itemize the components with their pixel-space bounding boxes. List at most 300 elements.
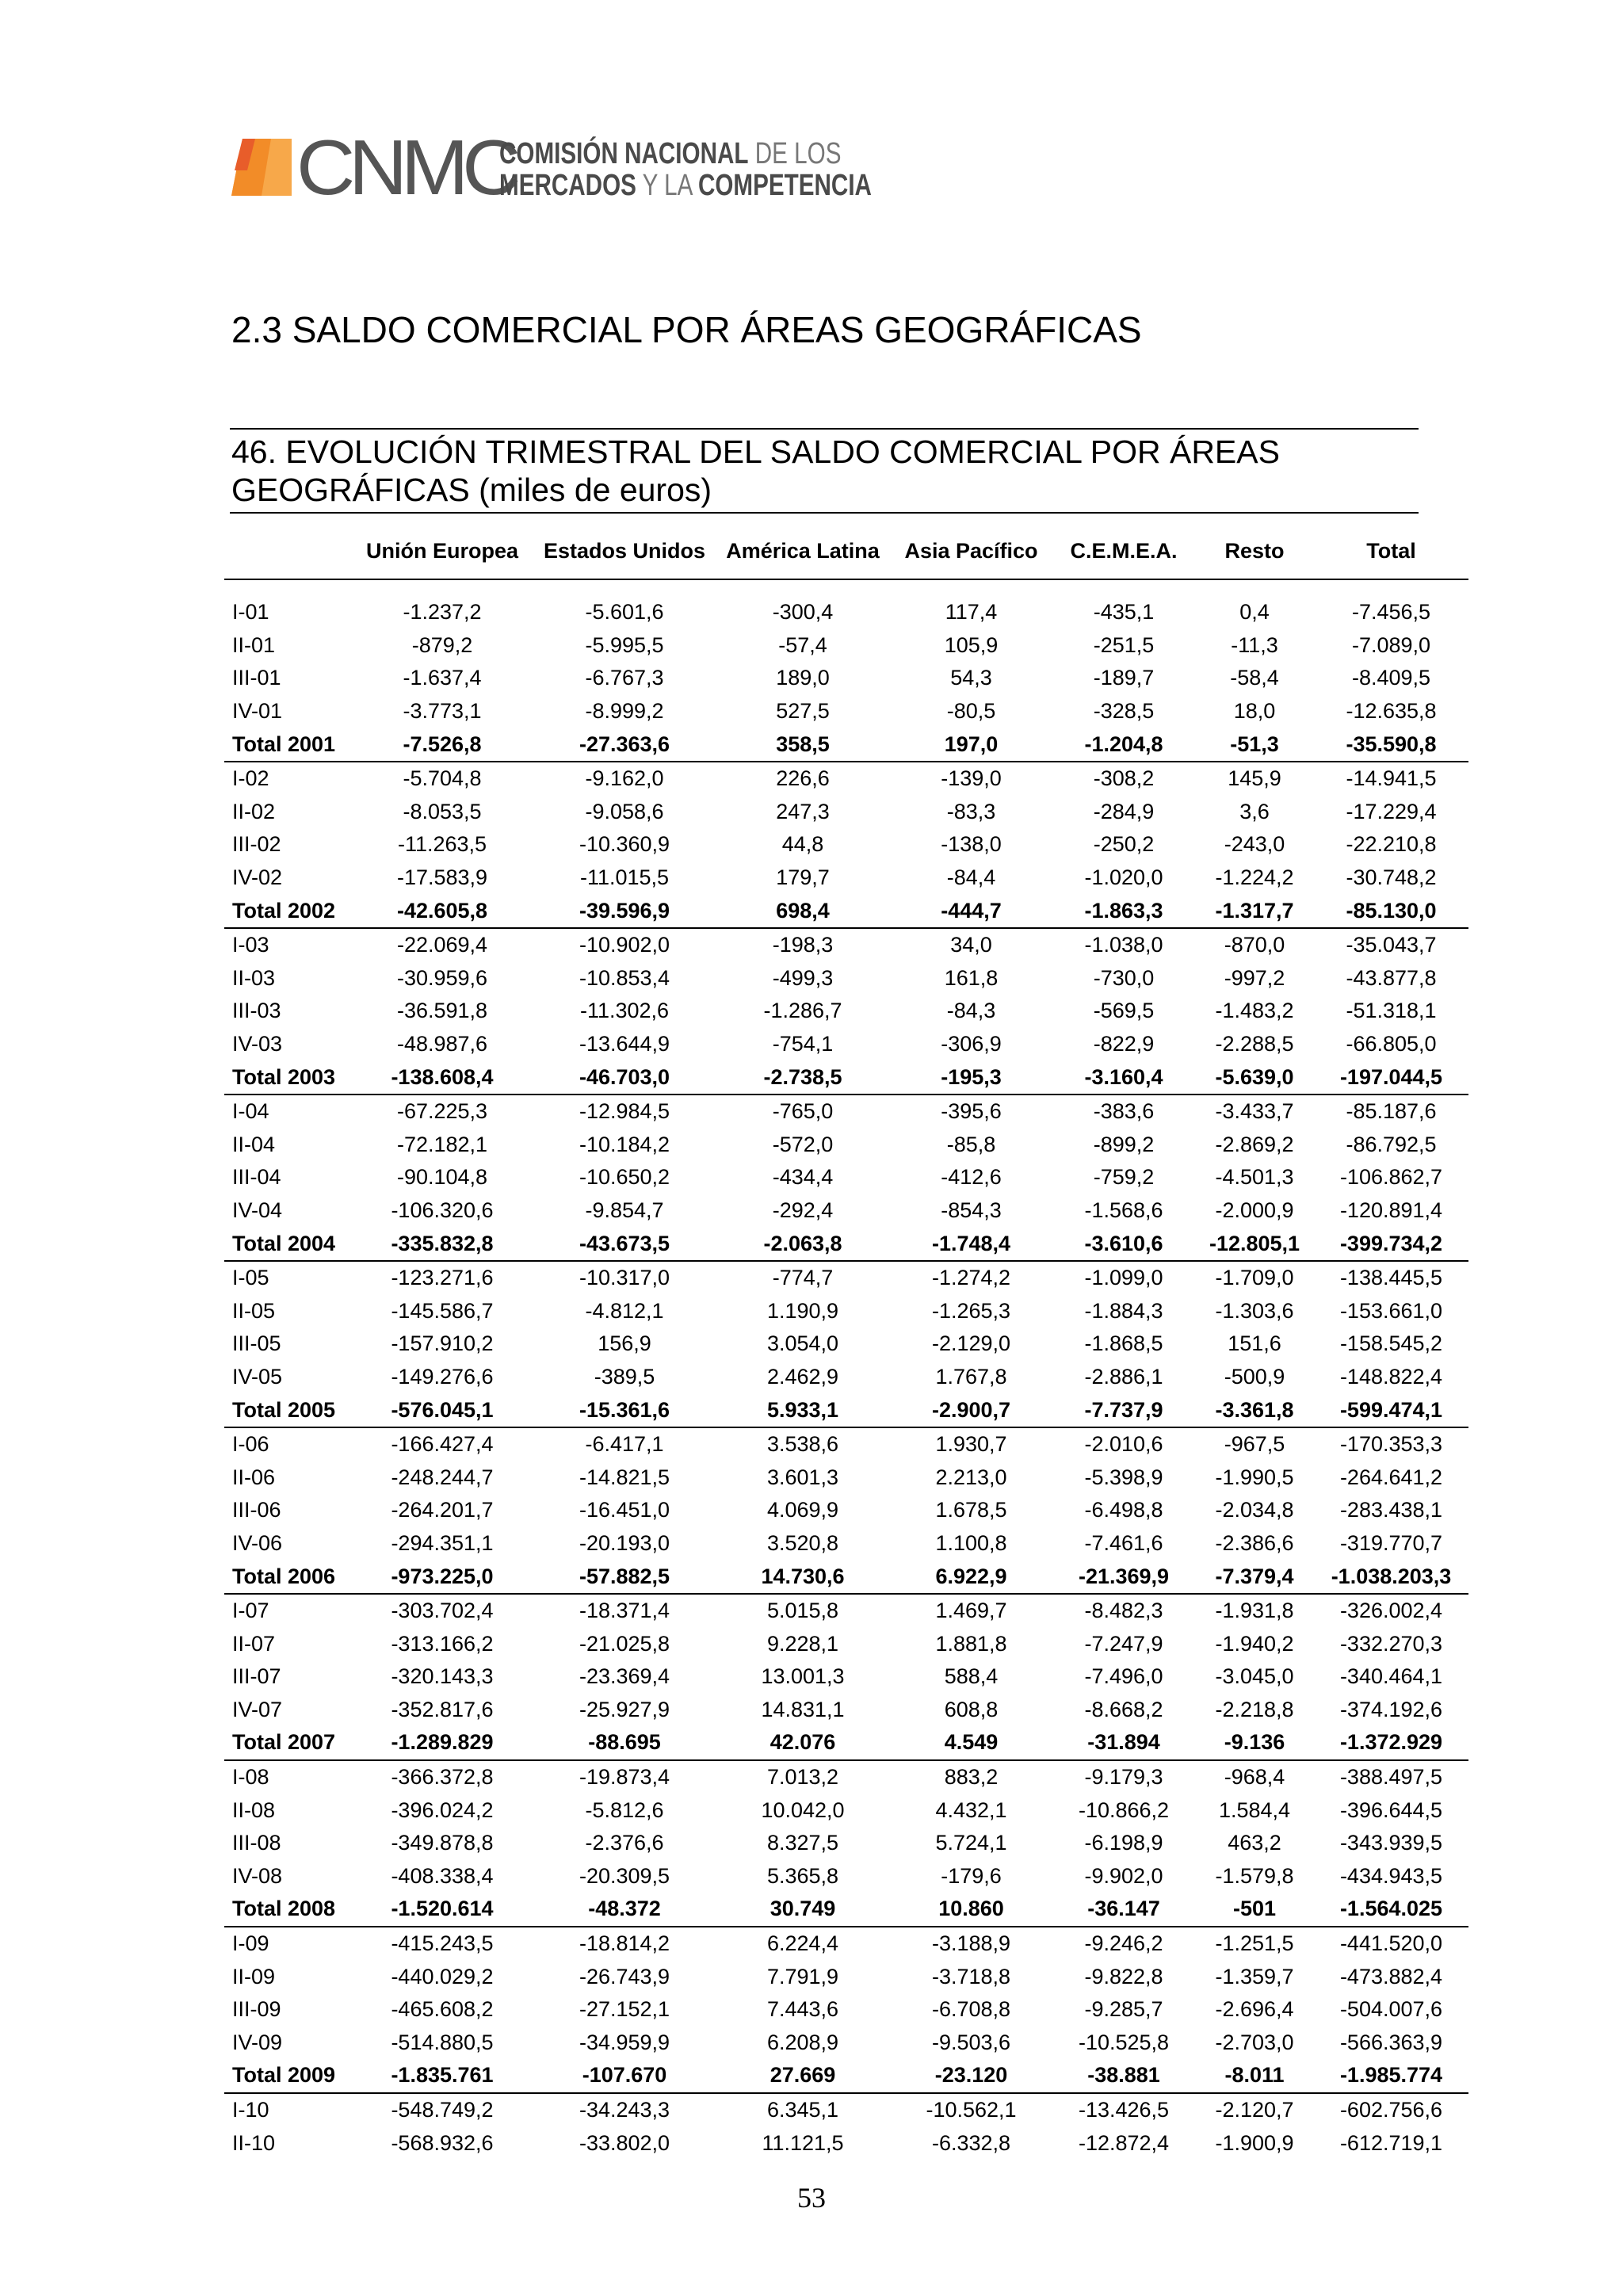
table-cell: -48.987,6 [396, 1032, 488, 1056]
table-cell: -90.104,8 [396, 1165, 488, 1190]
table-cell: -15.361,6 [533, 1393, 716, 1427]
table-cell: -46.703,0 [533, 1060, 716, 1095]
table-cell: -319.770,7 [1339, 1530, 1443, 1555]
table-cell: -85.187,6 [1346, 1099, 1437, 1124]
table-cell: -1.868,5 [1084, 1331, 1163, 1356]
row-label: IV-07 [232, 1697, 283, 1721]
table-cell: -8.668,2 [1084, 1697, 1163, 1721]
table-cell: -1.317,7 [1195, 894, 1314, 928]
table-cell: -3.160,4 [1052, 1060, 1195, 1095]
table-cell: 10.860 [890, 1893, 1052, 1927]
table-cell: -13.426,5 [1078, 2098, 1170, 2122]
table-cell: -9.854,7 [585, 1198, 664, 1222]
table-cell: -1.224,2 [1215, 865, 1294, 890]
table-cell: -6.198,9 [1084, 1831, 1163, 1855]
table-cell: 1.469,7 [935, 1599, 1007, 1623]
table-cell: -57.882,5 [533, 1560, 716, 1594]
table-cell: -264.201,7 [391, 1498, 494, 1522]
row-label: II-08 [232, 1797, 276, 1822]
table-cell: -166.427,4 [391, 1432, 494, 1457]
table-cell: -33.802,0 [579, 2130, 670, 2155]
row-label: II-07 [232, 1631, 276, 1656]
table-cell: 883,2 [944, 1765, 999, 1790]
trade-balance-table [224, 523, 1468, 2160]
table-cell: 11.121,5 [762, 2130, 844, 2155]
table-cell: -332.270,3 [1339, 1631, 1443, 1656]
table-cell: -754,1 [772, 1032, 834, 1056]
table-row [224, 1294, 1468, 1328]
row-label: IV-06 [232, 1530, 283, 1555]
table-cell: -2.288,5 [1215, 1032, 1294, 1056]
logo-name-l2-light: Y LA [636, 169, 698, 202]
table-cell: -396.024,2 [391, 1797, 494, 1822]
table-cell: -1.940,2 [1215, 1631, 1294, 1656]
table-cell: 145,9 [1228, 766, 1281, 791]
table-cell: -383,6 [1093, 1099, 1155, 1124]
table-cell: 7.013,2 [766, 1765, 839, 1790]
table-row [224, 1427, 1468, 1461]
table-cell: -1.289.829 [351, 1726, 533, 1760]
table-row [224, 1328, 1468, 1361]
table-cell: -335.832,8 [351, 1227, 533, 1261]
table-cell: -1.884,3 [1084, 1298, 1163, 1323]
row-label: III-09 [232, 1997, 281, 2022]
table-cell: 27.669 [716, 2059, 890, 2093]
table-cell: -568.932,6 [391, 2130, 494, 2155]
logo-name-l1-light: DE LOS [748, 137, 842, 170]
table-cell: -997,2 [1224, 965, 1285, 990]
table-row [224, 861, 1468, 895]
table-row [224, 695, 1468, 728]
table-cell: -1.985.774 [1314, 2059, 1468, 2093]
table-cell: -759,2 [1093, 1165, 1155, 1190]
table-cell: -500,9 [1224, 1364, 1285, 1389]
table-cell: 2.462,9 [766, 1364, 839, 1389]
table-cell: 54,3 [950, 666, 992, 690]
row-label: Total 2009 [224, 2059, 351, 2093]
table-cell: -435,1 [1093, 600, 1155, 625]
table-cell: 13.001,3 [761, 1664, 845, 1689]
table-cell: -14.941,5 [1346, 766, 1437, 791]
table-cell: -2.120,7 [1215, 2098, 1294, 2122]
table-cell: 189,0 [776, 666, 830, 690]
table-cell: -9.058,6 [585, 799, 664, 823]
table-cell: -388.497,5 [1339, 1765, 1443, 1790]
table-row [224, 1694, 1468, 1727]
column-header [224, 523, 351, 579]
cnmc-logo [231, 124, 872, 211]
table-cell: 7.443,6 [766, 1997, 839, 2022]
table-cell: -264.641,2 [1339, 1465, 1443, 1489]
row-label: III-08 [232, 1831, 281, 1855]
table-cell: -10.902,0 [579, 933, 670, 957]
table-cell: 5.365,8 [766, 1863, 839, 1888]
table-cell: 358,5 [716, 728, 890, 762]
table-cell: -8.482,3 [1084, 1599, 1163, 1623]
table-cell: -9.246,2 [1084, 1931, 1163, 1956]
table-row [224, 1095, 1468, 1129]
row-label: I-10 [232, 2098, 269, 2122]
table-cell: 1.190,9 [766, 1298, 839, 1323]
table-cell: -179,6 [941, 1863, 1002, 1888]
table-cell: -20.193,0 [579, 1530, 670, 1555]
table-cell: -576.045,1 [351, 1393, 533, 1427]
table-cell: 698,4 [716, 894, 890, 928]
table-cell: -569,5 [1093, 999, 1155, 1023]
table-cell: 3.054,0 [766, 1331, 839, 1356]
table-cell: 4.069,9 [766, 1498, 839, 1522]
table-cell: -412,6 [941, 1165, 1002, 1190]
table-cell: -313.166,2 [391, 1631, 494, 1656]
table-row [224, 1194, 1468, 1228]
table-title-bottom-rule [230, 512, 1419, 514]
table-cell: -83,3 [946, 799, 996, 823]
table-cell: -7.247,9 [1084, 1631, 1163, 1656]
table-cell: 6.208,9 [766, 2030, 839, 2054]
table-cell: -434.943,5 [1339, 1863, 1443, 1888]
table-cell: -34.243,3 [579, 2098, 670, 2122]
table-cell: 18,0 [1233, 699, 1276, 724]
table-cell: -48.372 [533, 1893, 716, 1927]
table-total-row [224, 1227, 1468, 1261]
row-label: I-03 [232, 933, 269, 957]
table-cell: -34.959,9 [579, 2030, 670, 2054]
table-cell: -6.767,3 [585, 666, 664, 690]
table-cell: 30.749 [716, 1893, 890, 1927]
row-label: IV-08 [232, 1863, 283, 1888]
table-cell: -38.881 [1052, 2059, 1195, 2093]
table-cell: -2.129,0 [931, 1331, 1011, 1356]
table-cell: -6.332,8 [931, 2130, 1011, 2155]
table-cell: -1.265,3 [931, 1298, 1011, 1323]
row-label: I-04 [232, 1099, 269, 1124]
table-cell: -1.237,2 [403, 600, 482, 625]
table-cell: -343.939,5 [1339, 1831, 1443, 1855]
table-cell: -326.002,4 [1339, 1599, 1443, 1623]
table-cell: -138.608,4 [351, 1060, 533, 1095]
row-label: IV-05 [232, 1364, 283, 1389]
table-cell: -599.474,1 [1314, 1393, 1468, 1427]
table-total-row [224, 1393, 1468, 1427]
cnmc-logo-mark-icon [231, 139, 292, 196]
table-cell: -303.702,4 [391, 1599, 494, 1623]
table-cell: -1.359,7 [1215, 1964, 1294, 1988]
table-cell: 1.881,8 [935, 1631, 1007, 1656]
table-row [224, 662, 1468, 695]
table-cell: -106.320,6 [391, 1198, 494, 1222]
table-cell: -300,4 [772, 600, 834, 625]
table-cell: 14.730,6 [716, 1560, 890, 1594]
table-row [224, 1261, 1468, 1295]
row-label: Total 2004 [224, 1227, 351, 1261]
table-cell: -17.583,9 [396, 865, 488, 890]
table-cell: -444,7 [890, 894, 1052, 928]
table-cell: -3.718,8 [931, 1964, 1011, 1988]
table-row [224, 1494, 1468, 1527]
table-cell: -501 [1195, 1893, 1314, 1927]
table-cell: -2.010,6 [1084, 1432, 1163, 1457]
table-cell: 3.520,8 [766, 1530, 839, 1555]
table-row [224, 2093, 1468, 2127]
table-cell: -1.520.614 [351, 1893, 533, 1927]
table-cell: -123.271,6 [391, 1266, 494, 1290]
table-cell: -1.099,0 [1084, 1266, 1163, 1290]
table-cell: -157.910,2 [391, 1331, 494, 1356]
table-total-row [224, 1893, 1468, 1927]
table-cell: -42.605,8 [351, 894, 533, 928]
table-cell: -7.456,5 [1351, 600, 1431, 625]
table-row [224, 1627, 1468, 1660]
table-cell: 2.213,0 [935, 1465, 1007, 1489]
table-cell: -566.363,9 [1339, 2030, 1443, 2054]
table-cell: -11.302,6 [579, 999, 670, 1023]
table-cell: -11.263,5 [397, 832, 487, 857]
table-cell: -854,3 [941, 1198, 1002, 1222]
table-cell: 226,6 [776, 766, 830, 791]
table-cell: -395,6 [941, 1099, 1002, 1124]
table-cell: -822,9 [1093, 1032, 1155, 1056]
table-cell: 3.601,3 [766, 1465, 839, 1489]
table-cell: -243,0 [1224, 832, 1285, 857]
table-cell: -1.579,8 [1215, 1863, 1294, 1888]
table-cell: -1.748,4 [890, 1227, 1052, 1261]
table-cell: -441.520,0 [1339, 1931, 1443, 1956]
table-cell: -85.130,0 [1314, 894, 1468, 928]
row-label: III-03 [232, 999, 281, 1023]
table-cell: -399.734,2 [1314, 1227, 1468, 1261]
table-cell: -396.644,5 [1339, 1797, 1443, 1822]
column-header: Unión Europea [365, 538, 518, 563]
table-cell: -197.044,5 [1314, 1060, 1468, 1095]
table-cell: -23.369,4 [579, 1664, 670, 1689]
table-cell: -2.000,9 [1215, 1198, 1294, 1222]
table-cell: 1.678,5 [935, 1498, 1007, 1522]
table-cell: -36.591,8 [396, 999, 488, 1023]
table-cell: -967,5 [1224, 1432, 1285, 1457]
table-cell: -1.931,8 [1215, 1599, 1294, 1623]
table-cell: 14.831,1 [761, 1697, 845, 1721]
table-cell: -189,7 [1093, 666, 1155, 690]
table-cell: -12.635,8 [1346, 699, 1437, 724]
table-cell: -1.372.929 [1314, 1726, 1468, 1760]
table-total-row [224, 894, 1468, 928]
column-header: C.E.M.E.A. [1070, 538, 1178, 563]
column-header: Resto [1224, 538, 1285, 563]
table-cell: -27.363,6 [533, 728, 716, 762]
table-cell: -138,0 [941, 832, 1002, 857]
table-cell: -9.179,3 [1084, 1765, 1163, 1790]
table-cell: -12.872,4 [1078, 2130, 1170, 2155]
table-cell: 8.327,5 [766, 1831, 839, 1855]
table-total-row [224, 728, 1468, 762]
table-cell: -1.863,3 [1052, 894, 1195, 928]
table-total-row [224, 2059, 1468, 2093]
table-cell: -25.927,9 [579, 1697, 670, 1721]
row-label: Total 2003 [224, 1060, 351, 1095]
table-cell: -39.596,9 [533, 894, 716, 928]
table-cell: 608,8 [944, 1697, 999, 1721]
table-cell: -328,5 [1093, 699, 1155, 724]
table-cell: -2.703,0 [1215, 2030, 1294, 2054]
table-cell: -139,0 [941, 766, 1002, 791]
table-cell: -158.545,2 [1339, 1331, 1443, 1356]
table-cell: -27.152,1 [579, 1997, 670, 2022]
table-cell: -374.192,6 [1339, 1697, 1443, 1721]
column-header: Asia Pacífico [904, 538, 1038, 563]
table-cell: -5.398,9 [1084, 1465, 1163, 1489]
table-cell: -58,4 [1230, 666, 1279, 690]
table-cell: -5.601,6 [585, 600, 664, 625]
row-label: II-06 [232, 1465, 276, 1489]
table-cell: 9.228,1 [766, 1631, 839, 1656]
row-label: Total 2005 [224, 1393, 351, 1427]
table-cell: -120.891,4 [1339, 1198, 1443, 1222]
table-cell: -1.204,8 [1052, 728, 1195, 762]
row-label: II-02 [232, 799, 276, 823]
table-cell: 161,8 [944, 965, 999, 990]
table-cell: -765,0 [772, 1099, 834, 1124]
table-cell: 4.432,1 [935, 1797, 1007, 1822]
table-row [224, 1594, 1468, 1628]
table-cell: -3.773,1 [403, 699, 482, 724]
row-label: I-05 [232, 1266, 269, 1290]
table-cell: 6.922,9 [890, 1560, 1052, 1594]
table-cell: -36.147 [1052, 1893, 1195, 1927]
table-cell: -4.501,3 [1215, 1165, 1294, 1190]
row-label: IV-03 [232, 1032, 283, 1056]
table-cell: -20.309,5 [579, 1863, 670, 1888]
table-cell: -2.218,8 [1215, 1697, 1294, 1721]
table-cell: -283.438,1 [1339, 1498, 1443, 1522]
table-cell: -1.637,4 [403, 666, 482, 690]
table-cell: -294.351,1 [391, 1530, 494, 1555]
row-label: IV-02 [232, 865, 283, 890]
row-label: III-01 [232, 666, 281, 690]
column-header: Estados Unidos [543, 538, 706, 563]
table-cell: -2.376,6 [585, 1831, 664, 1855]
table-cell: 1.767,8 [935, 1364, 1007, 1389]
table-cell: -11.015,5 [579, 865, 670, 890]
table-cell: -2.063,8 [716, 1227, 890, 1261]
table-cell: 1.930,7 [935, 1432, 1007, 1457]
table-cell: -2.900,7 [890, 1393, 1052, 1427]
table-cell: -284,9 [1093, 799, 1155, 823]
table-cell: -473.882,4 [1339, 1964, 1443, 1988]
table-row [224, 1794, 1468, 1827]
table-cell: -84,4 [946, 865, 996, 890]
table-cell: -9.162,0 [585, 766, 664, 791]
table-cell: -1.835.761 [351, 2059, 533, 2093]
table-cell: -2.869,2 [1215, 1132, 1294, 1156]
table-cell: -6.417,1 [585, 1432, 664, 1457]
table-row [224, 2126, 1468, 2160]
table-cell: -6.708,8 [931, 1997, 1011, 2022]
row-label: Total 2002 [224, 894, 351, 928]
table-cell: -10.360,9 [579, 832, 670, 857]
table-cell: -72.182,1 [396, 1132, 488, 1156]
table-cell: -8.011 [1195, 2059, 1314, 2093]
row-label: IV-01 [232, 699, 283, 724]
section-title: 2.3 SALDO COMERCIAL POR ÁREAS GEOGRÁFICAS [231, 309, 1142, 350]
table-cell: -352.817,6 [391, 1697, 494, 1721]
table-cell: -18.814,2 [579, 1931, 670, 1956]
table-cell: 5.015,8 [766, 1599, 839, 1623]
row-label: Total 2006 [224, 1560, 351, 1594]
table-row [224, 629, 1468, 663]
table-cell: -349.878,8 [391, 1831, 494, 1855]
table-cell: -1.274,2 [931, 1266, 1011, 1290]
table-cell: -30.748,2 [1346, 865, 1437, 890]
table-cell: -18.371,4 [579, 1599, 670, 1623]
row-label: Total 2001 [224, 728, 351, 762]
table-cell: -1.038.203,3 [1314, 1560, 1468, 1594]
row-label: Total 2008 [224, 1893, 351, 1927]
table-cell: -10.866,2 [1078, 1797, 1170, 1822]
table-cell: -5.639,0 [1195, 1060, 1314, 1095]
table-cell: -504.007,6 [1339, 1997, 1443, 2022]
row-label: IV-09 [232, 2030, 283, 2054]
table-cell: 3,6 [1239, 799, 1270, 823]
table-cell: -1.568,6 [1084, 1198, 1163, 1222]
table-cell: -10.317,0 [579, 1266, 670, 1290]
table-cell: -67.225,3 [396, 1099, 488, 1124]
table-cell: -2.696,4 [1215, 1997, 1294, 2022]
row-label: I-01 [232, 600, 269, 625]
row-label: II-09 [232, 1964, 276, 1988]
page-number: 53 [797, 2182, 826, 2214]
table-row [224, 1927, 1468, 1961]
table-row [224, 762, 1468, 796]
table-cell: -5.995,5 [585, 632, 664, 657]
table-cell: -17.229,4 [1346, 799, 1437, 823]
table-cell: -107.670 [533, 2059, 716, 2093]
table-cell: -4.812,1 [585, 1298, 664, 1323]
table-cell: -198,3 [772, 933, 834, 957]
table-row [224, 1461, 1468, 1494]
table-cell: -1.251,5 [1215, 1931, 1294, 1956]
table-cell: -366.372,8 [391, 1765, 494, 1790]
table-cell: -8.053,5 [403, 799, 482, 823]
table-header-row [224, 523, 1468, 579]
table-cell: -35.043,7 [1346, 933, 1437, 957]
table-cell: -30.959,6 [396, 965, 488, 990]
table-cell: -12.805,1 [1195, 1227, 1314, 1261]
table-cell: -774,7 [772, 1266, 834, 1290]
table-cell: 247,3 [776, 799, 830, 823]
table-cell: -9.503,6 [931, 2030, 1011, 2054]
table-cell: -66.805,0 [1346, 1032, 1437, 1056]
table-row [224, 1860, 1468, 1893]
table-total-row [224, 1060, 1468, 1095]
table-cell: -6.498,8 [1084, 1498, 1163, 1522]
row-label: IV-04 [232, 1198, 283, 1222]
table-cell: -26.743,9 [579, 1964, 670, 1988]
table-cell: 151,6 [1228, 1331, 1281, 1356]
table-cell: -148.822,4 [1339, 1364, 1443, 1389]
table-row [224, 995, 1468, 1028]
table-cell: -21.025,8 [579, 1631, 670, 1656]
table-cell: -973.225,0 [351, 1560, 533, 1594]
table-cell: -7.737,9 [1052, 1393, 1195, 1427]
table-cell: -31.894 [1052, 1726, 1195, 1760]
column-header: América Latina [726, 538, 880, 563]
row-label: II-05 [232, 1298, 276, 1323]
table-cell: -153.661,0 [1339, 1298, 1443, 1323]
header-spacer [224, 579, 1468, 596]
table-cell: -10.853,4 [579, 965, 670, 990]
row-label: III-05 [232, 1331, 281, 1356]
table-cell: -8.409,5 [1351, 666, 1431, 690]
